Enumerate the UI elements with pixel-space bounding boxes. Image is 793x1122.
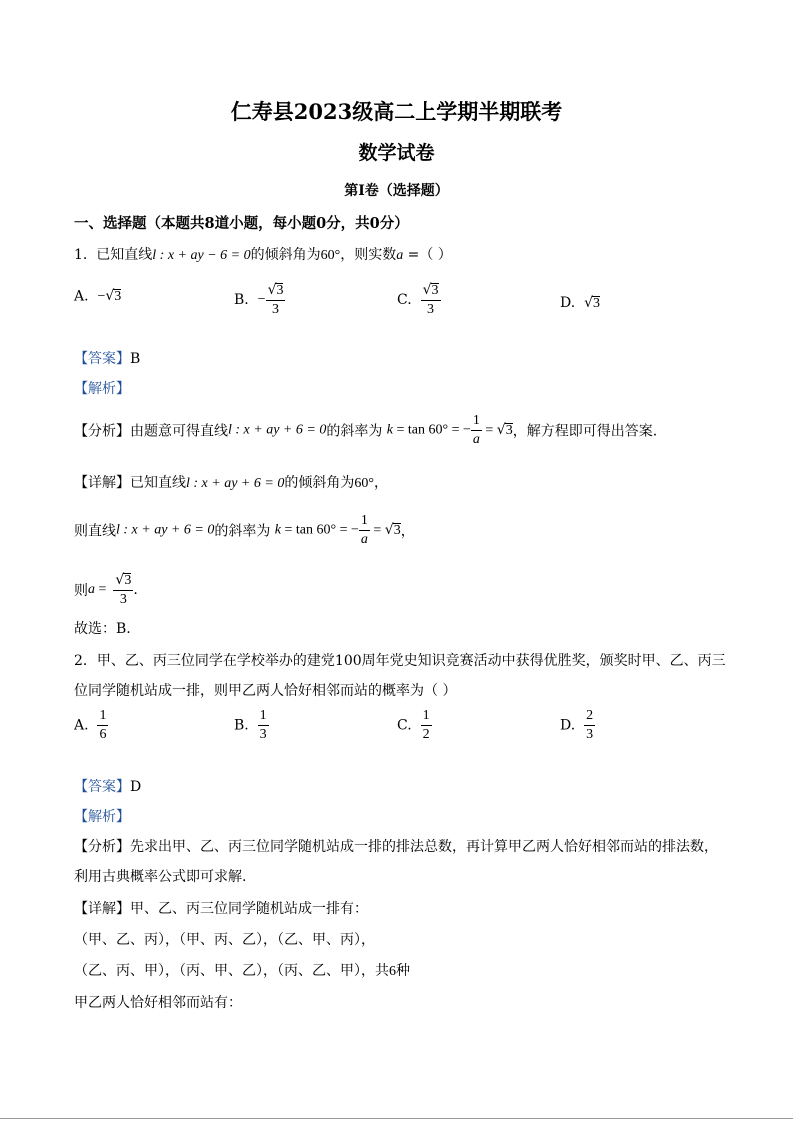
- q2-option-d: D. $\frac{2}{3}$: [560, 708, 594, 742]
- q1-option-d: D. √3: [560, 295, 601, 311]
- q2-xiangjie-3: （乙、丙、甲），（丙、甲、乙），（丙、乙、甲），共6种: [74, 963, 410, 979]
- question-2-stem-line2: 位同学随机站成一排，则甲乙两人恰好相邻而站的概率为（ ）: [74, 683, 457, 699]
- question-2-stem-line1: 2．甲、乙、丙三位同学在学校举办的建党100周年党史知识竞赛活动中获得优胜奖，颁奖时甲、乙、丙三: [74, 653, 726, 669]
- q2-answer: 【答案】D: [74, 779, 142, 795]
- q1-answer: 【答案】B: [74, 351, 141, 367]
- q1-analysis-label: 【解析】: [74, 381, 130, 397]
- q2-fenxi-1: 【分析】先求出甲、乙、丙三位同学随机站成一排的排法总数，再计算甲乙两人恰好相邻而站的排法数，: [74, 839, 718, 855]
- q1-option-c: C. $\frac{√3}{3}$: [397, 282, 439, 317]
- q1-option-b: B. − $\frac{√3}{3}$: [234, 282, 284, 317]
- q2-analysis-label: 【解析】: [74, 809, 130, 825]
- q2-xiangjie-4: 甲乙两人恰好相邻而站有：: [74, 995, 242, 1011]
- q2-fenxi-2: 利用古典概率公式即可求解.: [74, 869, 247, 885]
- section-heading: 一、选择题（本题共8道小题，每小题0分，共0分）: [74, 215, 409, 232]
- page-subtitle: 数学试卷: [358, 142, 435, 164]
- q1-fenxi: 【分析】由题意可得直线l : x + ay + 6 = 0的斜率为 k = tan 60° = − $\frac{1}{a}$ = √3，解方程即可得出答案.: [74, 413, 658, 447]
- q1-xiangjie-1: 【详解】已知直线l : x + ay + 6 = 0的倾斜角为60°，: [74, 475, 388, 491]
- part-heading: 第I卷（选择题）: [344, 183, 449, 199]
- q2-xiangjie-2: （甲、乙、丙），（甲、丙、乙），（乙、甲、丙），: [74, 932, 375, 948]
- q2-xiangjie-1: 【详解】甲、乙、丙三位同学随机站成一排有：: [74, 901, 368, 917]
- question-1-stem: 1. 已知直线l : x + ay − 6 = 0的倾斜角为60°，则实数a =（ ）: [74, 247, 452, 263]
- q1-xiangjie-2: 则直线l : x + ay + 6 = 0的斜率为 k = tan 60° = − $\frac{1}{a}$ = √3，: [74, 513, 415, 547]
- q1-conclusion: 故选：B.: [74, 621, 131, 637]
- q1-option-a: A. −√3: [74, 288, 122, 305]
- q2-option-a: A. $\frac{1}{6}$: [74, 708, 107, 742]
- q2-option-c: C. $\frac{1}{2}$: [397, 708, 430, 742]
- page-title: 仁寿县2023级高二上学期半期联考: [230, 99, 563, 124]
- q1-xiangjie-3: 则a = $\frac{√3}{3}$ .: [74, 572, 138, 607]
- page-bottom-divider: [0, 1118, 793, 1119]
- q2-option-b: B. $\frac{1}{3}$: [234, 708, 267, 742]
